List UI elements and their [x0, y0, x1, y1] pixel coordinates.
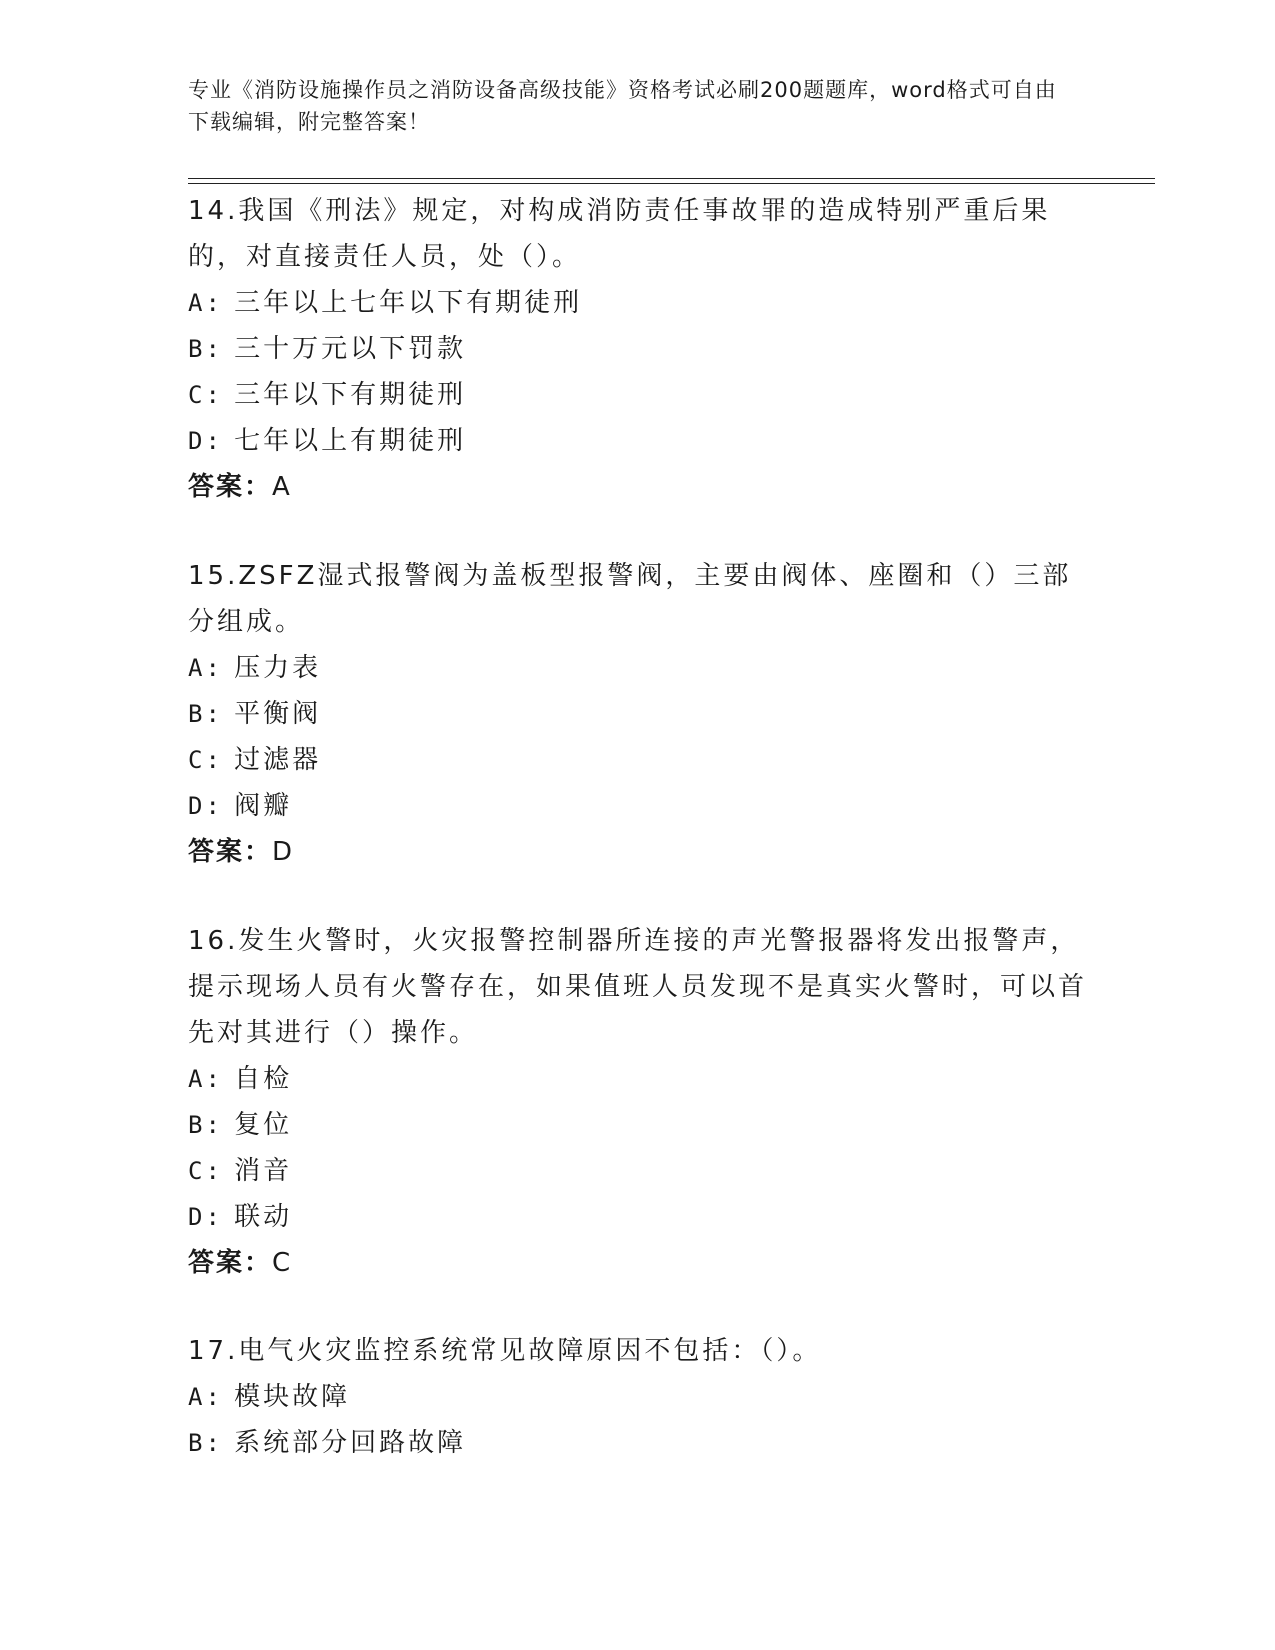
- option-key: B:: [188, 335, 223, 363]
- option-a: [188, 645, 1088, 691]
- option-key: A:: [188, 1383, 223, 1411]
- question-stem: 17.电气火灾监控系统常见故障原因不包括：（）。: [188, 1336, 822, 1366]
- question-stem: 14.我国《刑法》规定，对构成消防责任事故罪的造成特别严重后果的，对直接责任人员，处（）。: [188, 196, 1051, 272]
- option-b: [188, 691, 1088, 737]
- option-a: [188, 1374, 1088, 1420]
- option-text: 三十万元以下罚款: [234, 334, 467, 364]
- option-key: B:: [188, 700, 223, 728]
- answer-label: 答案：: [188, 837, 273, 867]
- option-text: 阀瓣: [234, 791, 293, 821]
- question-stem: 15.ZSFZ湿式报警阀为盖板型报警阀，主要由阀体、座圈和（）三部分组成。: [188, 561, 1072, 637]
- option-d: [188, 1194, 1088, 1240]
- question-14: [188, 188, 1088, 510]
- option-d: [188, 418, 1088, 464]
- option-text: 联动: [234, 1202, 293, 1232]
- option-c: [188, 372, 1088, 418]
- answer-value: A: [272, 472, 292, 502]
- header-divider-top: [188, 178, 1155, 179]
- option-c: [188, 1148, 1088, 1194]
- option-key: A:: [188, 654, 223, 682]
- answer-line: [188, 464, 1088, 510]
- option-text: 模块故障: [234, 1382, 351, 1412]
- answer-line: [188, 1240, 1088, 1286]
- question-stem: 16.发生火警时，火灾报警控制器所连接的声光警报器将发出报警声，提示现场人员有火警存在，如果值班人员发现不是真实火警时，可以首先对其进行（）操作。: [188, 926, 1088, 1048]
- answer-label: 答案：: [188, 472, 273, 502]
- option-key: D:: [188, 1203, 223, 1231]
- option-c: [188, 737, 1088, 783]
- question-17: [188, 1328, 1088, 1466]
- option-text: 自检: [234, 1064, 293, 1094]
- option-text: 三年以下有期徒刑: [234, 380, 467, 410]
- answer-value: D: [272, 837, 295, 867]
- option-key: C:: [188, 1157, 223, 1185]
- question-16: [188, 918, 1088, 1286]
- answer-label: 答案：: [188, 1248, 273, 1278]
- option-key: D:: [188, 427, 223, 455]
- option-text: 七年以上有期徒刑: [234, 426, 467, 456]
- option-a: [188, 1056, 1088, 1102]
- option-text: 过滤器: [234, 745, 322, 775]
- option-key: A:: [188, 1065, 223, 1093]
- question-15: [188, 553, 1088, 875]
- document-header: 专业《消防设施操作员之消防设备高级技能》资格考试必刷200题题库，word格式可自由下载编辑，附完整答案！: [188, 78, 1057, 134]
- option-d: [188, 783, 1088, 829]
- option-key: D:: [188, 792, 223, 820]
- answer-value: C: [272, 1248, 293, 1278]
- option-key: B:: [188, 1429, 223, 1457]
- option-key: A:: [188, 289, 223, 317]
- option-text: 消音: [234, 1156, 293, 1186]
- option-text: 三年以上七年以下有期徒刑: [234, 288, 583, 318]
- option-a: [188, 280, 1088, 326]
- option-key: C:: [188, 381, 223, 409]
- option-text: 平衡阀: [234, 699, 322, 729]
- option-text: 压力表: [234, 653, 322, 683]
- header-divider-bottom: [188, 183, 1155, 184]
- option-key: C:: [188, 746, 223, 774]
- option-b: [188, 1420, 1088, 1466]
- option-b: [188, 326, 1088, 372]
- option-text: 系统部分回路故障: [234, 1428, 467, 1458]
- option-text: 复位: [234, 1110, 293, 1140]
- option-key: B:: [188, 1111, 223, 1139]
- option-b: [188, 1102, 1088, 1148]
- answer-line: [188, 829, 1088, 875]
